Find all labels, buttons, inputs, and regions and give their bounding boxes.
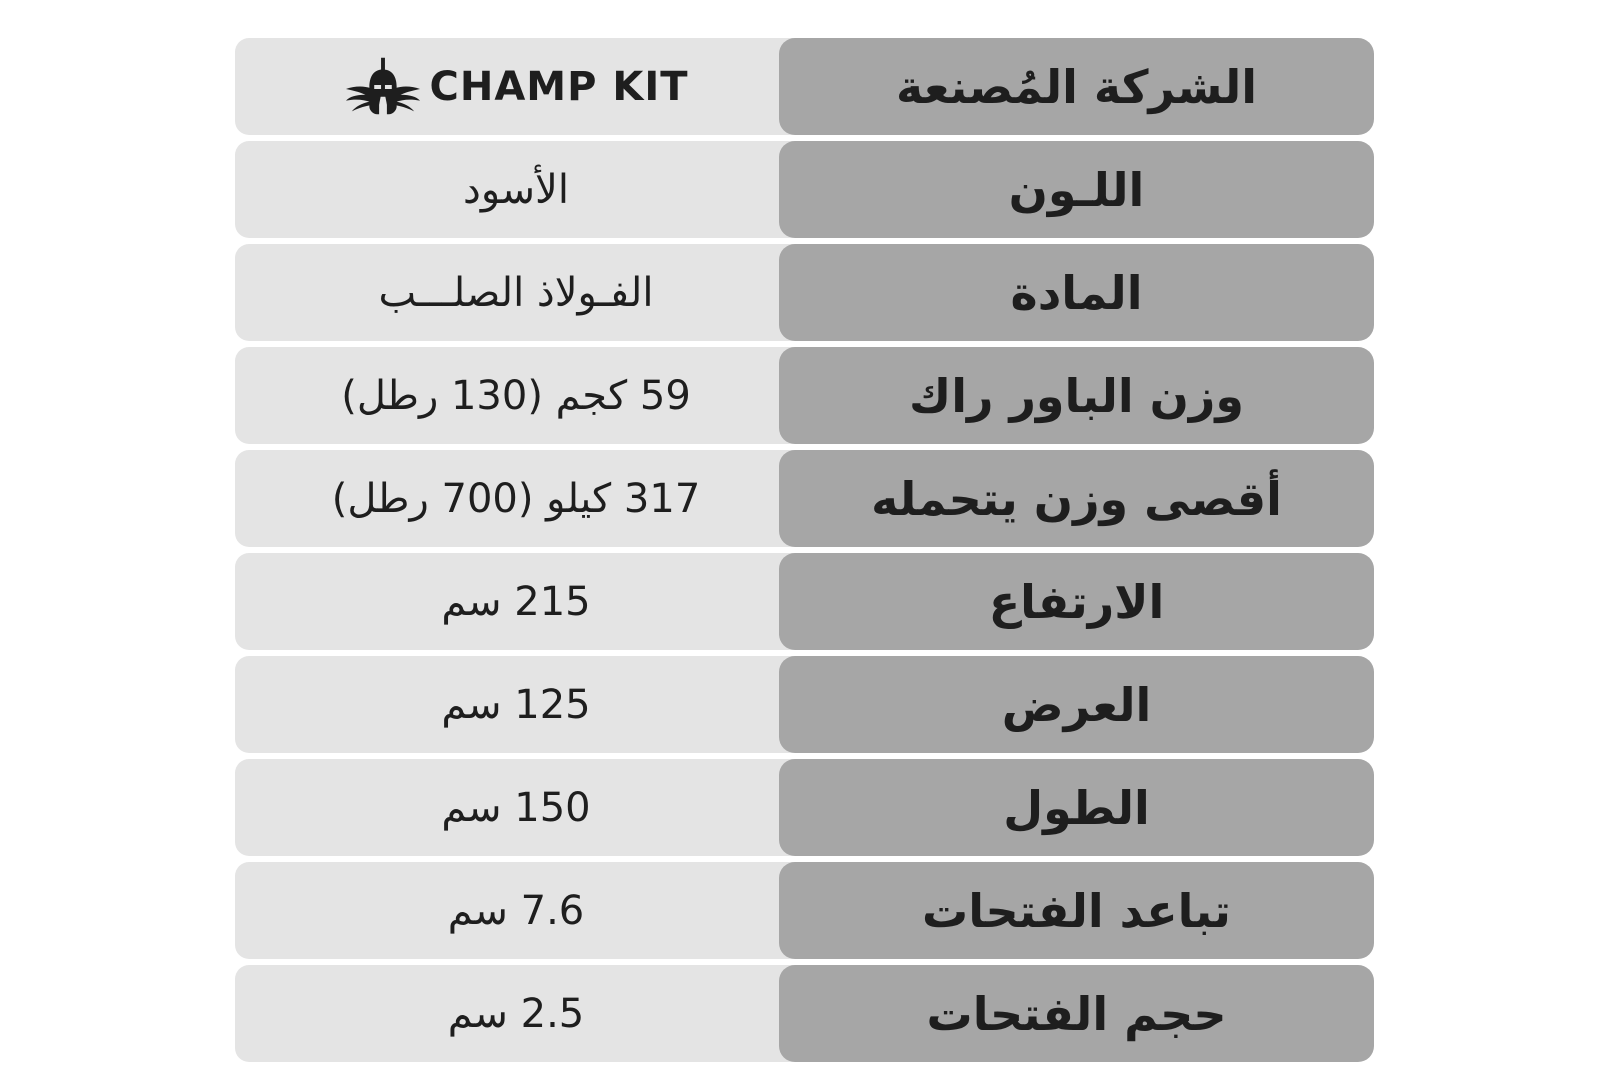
value-cell: 2.5 سم [235, 965, 797, 1062]
label-cell: المادة [779, 244, 1374, 341]
value-cell: الفـولاذ الصلـــب [235, 244, 797, 341]
table-row-manufacturer [235, 38, 1374, 135]
table-row-hole-spacing [235, 862, 1374, 959]
label-cell: العرض [779, 656, 1374, 753]
table-row-hole-size [235, 965, 1374, 1062]
label-cell: وزن الباور راك [779, 347, 1374, 444]
value-cell: 125 سم [235, 656, 797, 753]
brand-name: CHAMP KIT [429, 63, 689, 110]
value-cell: 150 سم [235, 759, 797, 856]
value-cell: 317 كيلو (700 رطل) [235, 450, 797, 547]
specifications-table [235, 38, 1374, 1068]
table-row-length [235, 759, 1374, 856]
value-cell: الأسود [235, 141, 797, 238]
table-row-height [235, 553, 1374, 650]
spartan-helmet-wings-icon [344, 55, 422, 119]
label-cell: الارتفاع [779, 553, 1374, 650]
label-cell: الطول [779, 759, 1374, 856]
label-cell: أقصى وزن يتحمله [779, 450, 1374, 547]
value-cell: 215 سم [235, 553, 797, 650]
table-row-color [235, 141, 1374, 238]
brand-logo-group [344, 55, 689, 119]
value-cell: 7.6 سم [235, 862, 797, 959]
label-cell: الشركة المُصنعة [779, 38, 1374, 135]
label-cell: حجم الفتحات [779, 965, 1374, 1062]
label-cell: اللـون [779, 141, 1374, 238]
table-row-rack-weight [235, 347, 1374, 444]
value-cell [235, 38, 797, 135]
label-cell: تباعد الفتحات [779, 862, 1374, 959]
table-row-material [235, 244, 1374, 341]
table-row-max-load [235, 450, 1374, 547]
value-cell: 59 كجم (130 رطل) [235, 347, 797, 444]
table-row-width [235, 656, 1374, 753]
